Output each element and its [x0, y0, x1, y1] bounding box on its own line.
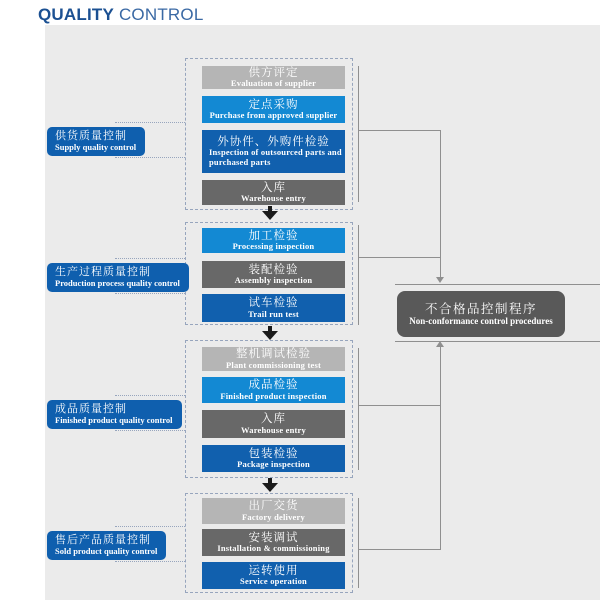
flow-arrow-down-icon	[262, 206, 278, 220]
label-dotted-line	[115, 122, 185, 123]
category-en: Production process quality control	[55, 277, 180, 288]
category-en: Supply quality control	[55, 141, 137, 152]
group-bracket-line	[358, 225, 359, 325]
flow-arrow-down-icon	[262, 326, 278, 340]
step-warehouse-entry-1	[202, 180, 345, 205]
step-finished-product-inspection	[202, 377, 345, 403]
label-dotted-line	[115, 561, 185, 562]
step-inspection-outsourced-parts	[202, 130, 345, 173]
step-en: Factory delivery	[242, 511, 305, 522]
step-zh: 定点采购	[248, 98, 299, 111]
step-zh: 装配检验	[248, 263, 299, 276]
step-zh: 入库	[261, 181, 286, 194]
step-evaluation-of-supplier	[202, 66, 345, 89]
category-en: Finished product quality control	[55, 414, 173, 425]
step-trail-run-test	[202, 294, 345, 322]
step-zh: 加工检验	[248, 229, 299, 242]
category-zh: 供货质量控制	[55, 130, 127, 142]
page-title-bold: QUALITY	[38, 5, 115, 24]
category-finished-product-quality-control	[47, 400, 182, 429]
category-zh: 售后产品质量控制	[55, 534, 151, 546]
step-factory-delivery	[202, 498, 345, 524]
step-zh: 外协件、外购件检验	[217, 135, 330, 148]
trunk-line-bottom	[440, 347, 441, 550]
step-en: Service operation	[240, 576, 307, 587]
group-bracket-line	[358, 498, 359, 588]
flow-arrow-down-icon	[262, 478, 278, 492]
category-zh: 生产过程质量控制	[55, 266, 151, 278]
page-title	[38, 5, 203, 25]
category-production-process-quality-control	[47, 263, 189, 292]
step-en: Warehouse entry	[241, 193, 306, 204]
label-dotted-line	[115, 258, 185, 259]
step-en: Processing inspection	[232, 241, 315, 252]
step-en: Plant commissioning test	[226, 359, 321, 370]
category-sold-product-quality-control	[47, 531, 166, 560]
result-zh: 不合格品控制程序	[424, 301, 537, 316]
step-plant-commissioning-test	[202, 347, 345, 371]
result-box-top-rail	[395, 284, 600, 285]
page-title-regular: CONTROL	[118, 5, 204, 24]
step-en: Warehouse entry	[241, 424, 306, 435]
step-en: Evaluation of supplier	[230, 78, 317, 89]
step-zh: 出厂交货	[248, 500, 299, 513]
arrow-down-icon	[436, 277, 444, 283]
step-warehouse-entry-2	[202, 410, 345, 438]
trunk-line-top	[440, 130, 441, 278]
label-dotted-line	[115, 293, 185, 294]
label-dotted-line	[115, 395, 185, 396]
connector-line	[358, 257, 441, 258]
category-en: Sold product quality control	[55, 545, 158, 556]
step-zh: 安装调试	[248, 531, 299, 544]
step-en: Finished product inspection	[220, 390, 327, 401]
step-zh: 供方评定	[248, 66, 299, 79]
connector-line	[358, 549, 441, 550]
step-assembly-inspection	[202, 261, 345, 288]
category-zh: 成品质量控制	[55, 403, 127, 415]
connector-line	[358, 130, 441, 131]
connector-line	[358, 405, 441, 406]
step-zh: 运转使用	[248, 564, 299, 577]
step-zh: 整机调试检验	[236, 348, 311, 361]
step-purchase-approved-supplier	[202, 96, 345, 123]
step-en: Purchase from approved supplier	[209, 110, 338, 121]
step-package-inspection	[202, 445, 345, 472]
group-bracket-line	[358, 66, 359, 202]
step-en: Assembly inspection	[234, 275, 313, 286]
non-conformance-control-box	[397, 291, 565, 337]
step-en: Trail run test	[248, 308, 299, 319]
step-zh: 包装检验	[248, 447, 299, 460]
result-box-bottom-rail	[395, 341, 600, 342]
category-supply-quality-control	[47, 127, 145, 156]
label-dotted-line	[115, 430, 185, 431]
step-en: Installation & commissioning	[217, 543, 330, 554]
step-en: Inspection of outsourced parts and purchased parts	[209, 146, 342, 167]
label-dotted-line	[115, 526, 185, 527]
step-zh: 入库	[261, 413, 286, 426]
step-zh: 试车检验	[248, 297, 299, 310]
step-installation-commissioning	[202, 529, 345, 556]
step-zh: 成品检验	[248, 379, 299, 392]
label-dotted-line	[115, 157, 185, 158]
step-processing-inspection	[202, 228, 345, 253]
step-en: Package inspection	[237, 459, 310, 470]
group-bracket-line	[358, 348, 359, 470]
step-service-operation	[202, 562, 345, 589]
result-en: Non-conformance control procedures	[409, 316, 553, 327]
